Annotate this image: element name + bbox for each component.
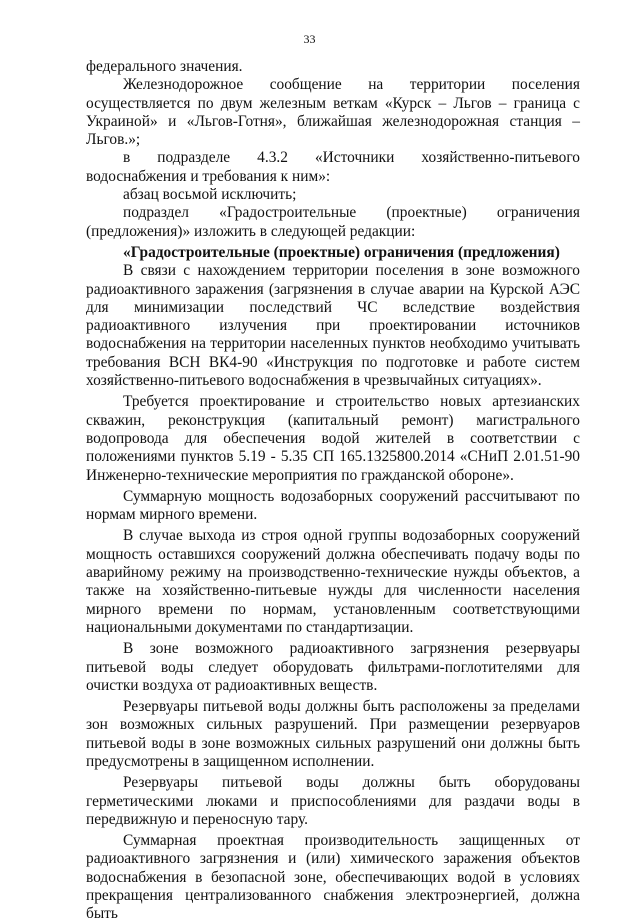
paragraph-radioactive-zone: В связи с нахождением территории поселения в зоне возможного радиоактивного заражения (загрязнения в случае аварии на Курской АЭС для минимизации последствий ЧС вследствие воздействия радиоактивного излучения при проектировании источников водоснабжения на территории населенных пунктов необходимо учитывать требования ВСН ВК4-90 «Инструкция по подготовке и работе систем хозяйственно-питьевого водоснабжения в чрезвычайных ситуациях». [86, 262, 580, 390]
paragraph-railway: Железнодорожное сообщение на территории поселения осуществляется по двум железным веткам «Курск – Льгов – граница с Украиной» и «Льгов-Готня», ближайшая железнодорожная станция – Льгов.»; [86, 76, 580, 149]
document-body [86, 58, 580, 924]
paragraph-artesian-wells: Требуется проектирование и строительство новых артезианских скважин, реконструкция (капитальный ремонт) магистрального водопровода для обеспечения водой жителей в соответствии с положениями пунктов 5.19 - 5.35 СП 165.1325800.2014 «СНиП 2.01.51-90 Инженерно-технические мероприятия по гражданской обороне». [86, 393, 580, 484]
paragraph-filter-absorbers: В зоне возможного радиоактивного загрязнения резервуары питьевой воды следует оборудовать фильтрами-поглотителями для очистки воздуха от радиоактивных веществ. [86, 640, 580, 694]
paragraph-reservoir-location: Резервуары питьевой воды должны быть расположены за пределами зон возможных сильных разрушений. При размещении резервуаров питьевой воды в зоне возможных сильных разрушений они должны быть предусмотрены в защищенном исполнении. [86, 698, 580, 770]
page-number: 33 [303, 32, 316, 46]
paragraph-subsection-restatement: подраздел «Градостроительные (проектные) ограничения (предложения)» изложить в следующей редакции: [86, 204, 580, 240]
paragraph-subsection-reference: в подразделе 4.3.2 «Источники хозяйственно-питьевого водоснабжения и требования к ним»: [86, 149, 580, 185]
paragraph-continuation: федерального значения. [86, 58, 243, 75]
paragraph-exclusion: абзац восьмой исключить; [123, 186, 297, 204]
paragraph-design-capacity: Суммарная проектная производительность защищенных от радиоактивного загрязнения и (или) химического заражения объектов водоснабжения в безопасной зоне, обеспечивающих водой в условиях прекращения централизованного снабжения электроэнергией, должна быть [86, 832, 580, 923]
paragraph-total-capacity: Суммарную мощность водозаборных сооружений рассчитывают по нормам мирного времени. [86, 487, 580, 524]
section-heading: «Градостроительные (проектные) ограничения (предложения) [123, 243, 560, 261]
paragraph-reservoir-equipment: Резервуары питьевой воды должны быть оборудованы герметическими люками и приспособлениями для раздачи воды в передвижную и переносную тару. [86, 774, 580, 828]
paragraph-failure-case: В случае выхода из строя одной группы водозаборных сооружений мощность оставшихся сооружений должна обеспечивать подачу воды по аварийному режиму на производственно-технические нужды объектов, а также на хозяйственно-питьевые нужды для численности населения мирного времени по нормам, установленным соответствующими национальными документами по стандартизации. [86, 527, 580, 636]
